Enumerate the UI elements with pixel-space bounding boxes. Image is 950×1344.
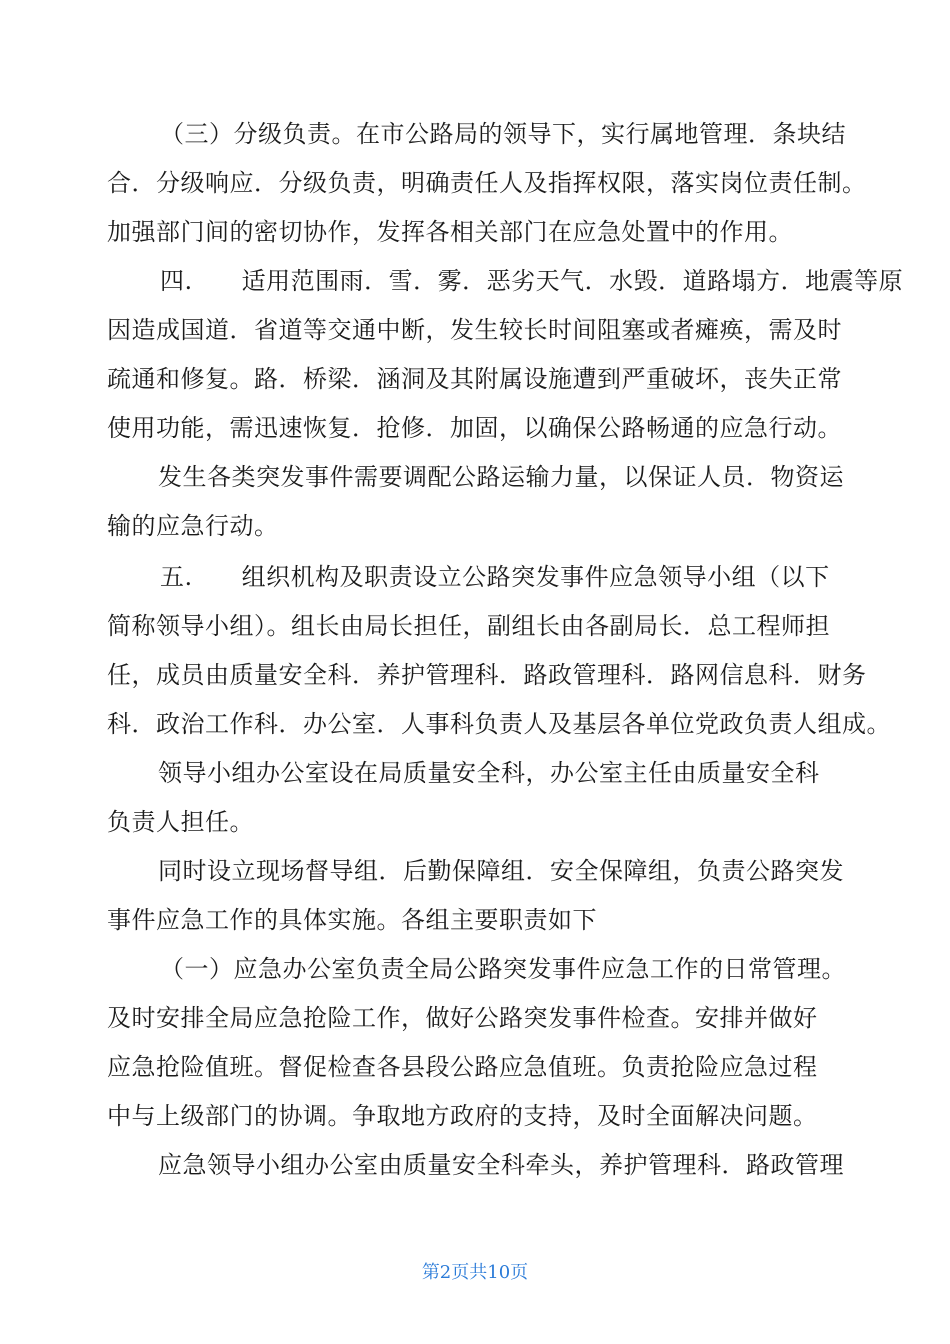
- text-line-9: 输的应急行动。: [107, 512, 279, 540]
- text-line-15: 负责人担任。: [107, 808, 254, 836]
- page-number: 第2页共10页: [421, 1262, 529, 1283]
- text-line-13: 科．政治工作科．办公室．人事科负责人及基层各单位党政负责人组成。: [107, 710, 891, 738]
- text-line-16: 同时设立现场督导组．后勤保障组．安全保障组，负责公路突发: [158, 857, 844, 885]
- text-line-11: 简称领导小组）。组长由局长担任，副组长由各副局长．总工程师担: [107, 612, 830, 640]
- text-line-5: 因造成国道．省道等交通中断，发生较长时间阻塞或者瘫痪，需及时: [107, 316, 842, 344]
- text-line-10: 五. 组织机构及职责设立公路突发事件应急领导小组（以下: [160, 563, 830, 591]
- text-line-4: 四. 适用范围雨．雪．雾．恶劣天气．水毁．道路塌方．地震等原: [160, 267, 904, 295]
- text-line-14: 领导小组办公室设在局质量安全科，办公室主任由质量安全科: [158, 759, 820, 787]
- text-line-21: 中与上级部门的协调。争取地方政府的支持，及时全面解决问题。: [107, 1102, 818, 1130]
- text-line-7: 使用功能，需迅速恢复．抢修．加固，以确保公路畅通的应急行动。: [107, 414, 842, 442]
- text-line-8: 发生各类突发事件需要调配公路运输力量，以保证人员．物资运: [158, 463, 844, 491]
- text-line-1: （三）分级负责。在市公路局的领导下，实行属地管理．条块结: [160, 120, 846, 148]
- text-line-19: 及时安排全局应急抢险工作，做好公路突发事件检查。安排并做好: [107, 1004, 818, 1032]
- text-line-2: 合．分级响应．分级负责，明确责任人及指挥权限，落实岗位责任制。: [107, 169, 867, 197]
- text-line-17: 事件应急工作的具体实施。各组主要职责如下: [107, 906, 597, 934]
- text-line-20: 应急抢险值班。督促检查各县段公路应急值班。负责抢险应急过程: [107, 1053, 818, 1081]
- text-line-12: 任，成员由质量安全科．养护管理科．路政管理科．路网信息科．财务: [107, 661, 867, 689]
- text-line-3: 加强部门间的密切协作，发挥各相关部门在应急处置中的作用。: [107, 218, 793, 246]
- text-line-6: 疏通和修复。路．桥梁．涵洞及其附属设施遭到严重破坏，丧失正常: [107, 365, 842, 393]
- text-line-22: 应急领导小组办公室由质量安全科牵头，养护管理科．路政管理: [158, 1151, 844, 1179]
- text-line-18: （一）应急办公室负责全局公路突发事件应急工作的日常管理。: [160, 955, 846, 983]
